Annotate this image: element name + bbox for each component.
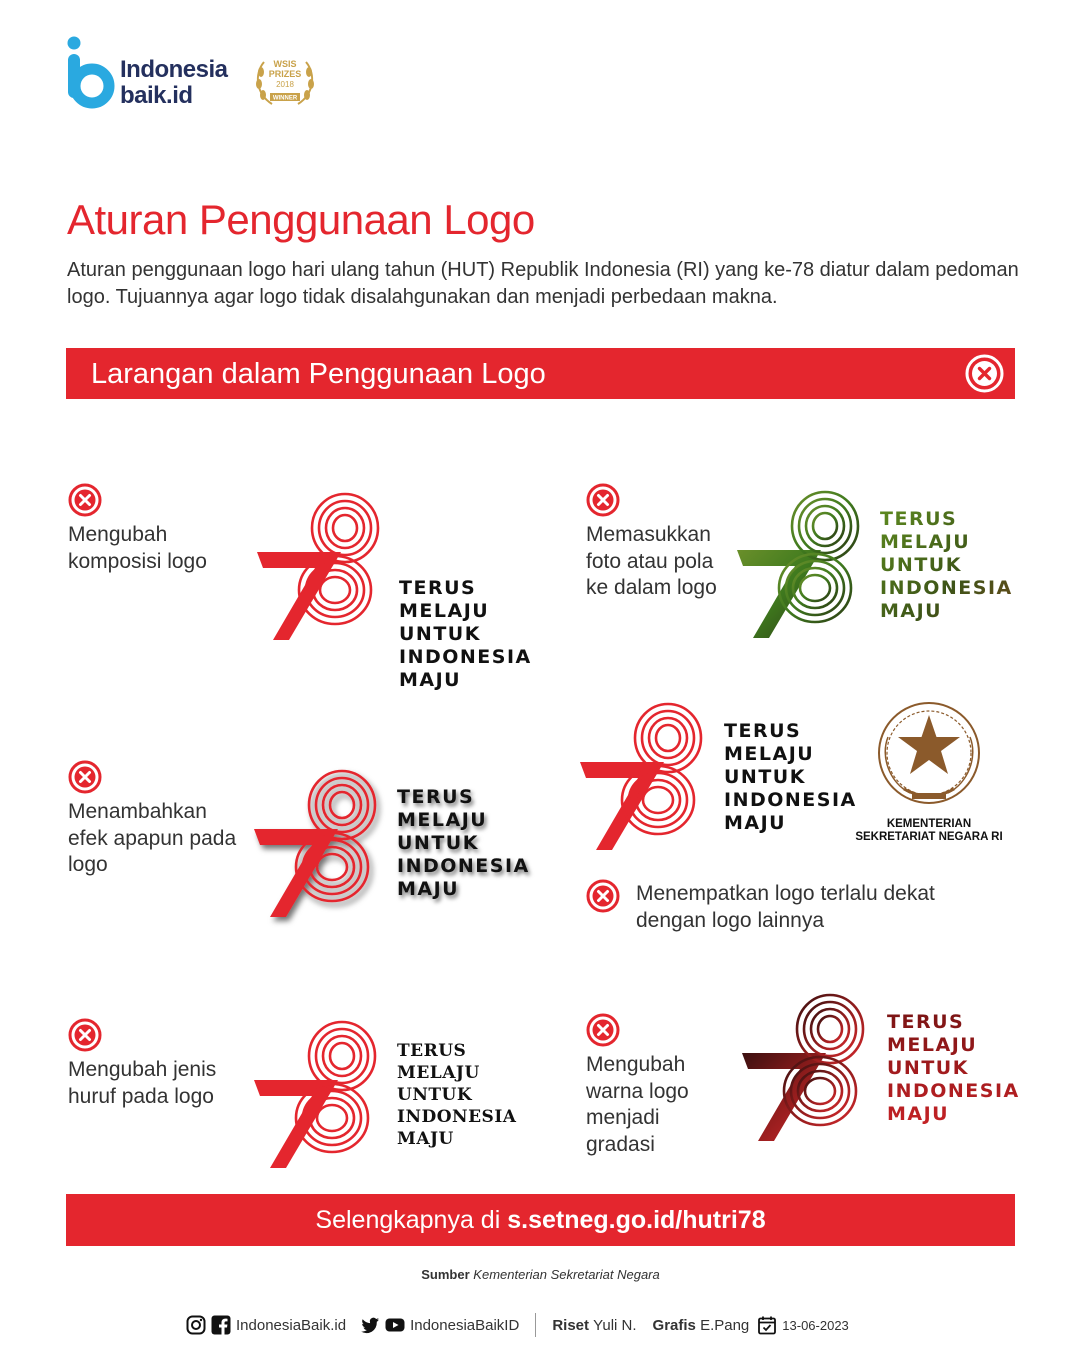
- hut-ri-78-logo: [252, 1018, 382, 1170]
- twitter-icon[interactable]: [360, 1315, 380, 1335]
- hut-ri-78-logo-gradient: [740, 991, 870, 1143]
- indonesiabaik-logo-icon: [66, 36, 126, 110]
- footer-link[interactable]: s.setneg.go.id/hutri78: [507, 1206, 766, 1234]
- instagram-icon[interactable]: [186, 1315, 206, 1335]
- facebook-icon[interactable]: [211, 1315, 231, 1335]
- logo-tagline-serif: TERUS MELAJU UNTUK INDONESIA MAJU: [397, 1041, 517, 1149]
- logo-tagline-shadow: TERUS MELAJU UNTUK INDONESIA MAJU: [397, 786, 530, 900]
- logo-tagline: TERUS MELAJU UNTUK INDONESIA MAJU: [724, 720, 857, 834]
- riset-value: Yuli N.: [593, 1316, 637, 1334]
- grafis-label: Grafis: [652, 1316, 696, 1334]
- riset-label: Riset: [552, 1316, 589, 1334]
- caption-photo-pattern: Memasukkan foto atau pola ke dalam logo: [586, 523, 717, 599]
- setneg-emblem: [870, 697, 988, 813]
- footer-banner: [66, 1194, 1015, 1246]
- prohibited-x-icon: [586, 1013, 620, 1047]
- source-line: [0, 1267, 1081, 1282]
- source-label: Sumber: [421, 1267, 470, 1282]
- svg-text:WSIS: WSIS: [273, 59, 297, 69]
- prohibitions-banner: [66, 348, 1015, 399]
- logo-tagline-photo: TERUS MELAJU UNTUK INDONESIA MAJU: [880, 508, 1013, 622]
- page-title: Aturan Penggunaan Logo: [67, 196, 535, 243]
- caption-composition: Mengubah komposisi logo: [68, 523, 207, 573]
- svg-text:2018: 2018: [276, 80, 294, 89]
- banner-title: Larangan dalam Penggunaan Logo: [91, 358, 546, 390]
- prohibited-x-icon: [68, 483, 102, 517]
- hut-ri-78-logo-photo: [735, 488, 865, 640]
- caption-font-change: Mengubah jenis huruf pada logo: [68, 1058, 217, 1108]
- setneg-emblem-text: KEMENTERIAN SEKRETARIAT NEGARA RI: [855, 818, 1003, 843]
- prohibited-x-icon: [586, 879, 620, 913]
- credits-divider: [535, 1313, 536, 1337]
- logo-tagline: TERUS MELAJU UNTUK INDONESIA MAJU: [399, 577, 532, 691]
- publish-date: 13-06-2023: [782, 1317, 849, 1333]
- calendar-check-icon: [757, 1315, 777, 1335]
- grafis-value: E.Pang: [700, 1316, 750, 1334]
- x-circle-icon: [965, 354, 1004, 393]
- prohibited-x-icon: [586, 483, 620, 517]
- prohibited-x-icon: [68, 760, 102, 794]
- wsis-prize-badge: [252, 52, 318, 114]
- source-value: Kementerian Sekretariat Negara: [473, 1267, 660, 1282]
- handle-twitter-youtube[interactable]: IndonesiaBaikID: [410, 1316, 520, 1334]
- caption-effects: Menambahkan efek apapun pada logo: [68, 800, 237, 876]
- intro-text: Aturan penggunaan logo hari ulang tahun (HUT) Republik Indonesia (RI) yang ke-78 diatur dalam pedoman logo. Tujuannya agar logo tidak disalahgunakan dan menjadi perbedaan makna.: [67, 259, 1019, 308]
- caption-gradient: Mengubah warna logo menjadi gradasi: [586, 1053, 689, 1156]
- prohibited-x-icon: [68, 1018, 102, 1052]
- handle-instagram-facebook[interactable]: IndonesiaBaik.id: [236, 1316, 347, 1334]
- svg-text:PRIZES: PRIZES: [268, 69, 302, 79]
- brand-name: Indonesia baik.id: [120, 56, 228, 109]
- credits-bar: [186, 1313, 849, 1337]
- hut-ri-78-logo: [255, 490, 385, 642]
- logo-tagline-gradient: TERUS MELAJU UNTUK INDONESIA MAJU: [887, 1011, 1020, 1125]
- hut-ri-78-logo-shadow: [252, 767, 382, 919]
- caption-too-close: Menempatkan logo terlalu dekat dengan logo lainnya: [636, 882, 935, 932]
- hut-ri-78-logo: [578, 700, 708, 852]
- youtube-icon[interactable]: [385, 1315, 405, 1335]
- footer-prefix: Selengkapnya di: [315, 1206, 508, 1234]
- svg-text:WINNER: WINNER: [272, 95, 298, 102]
